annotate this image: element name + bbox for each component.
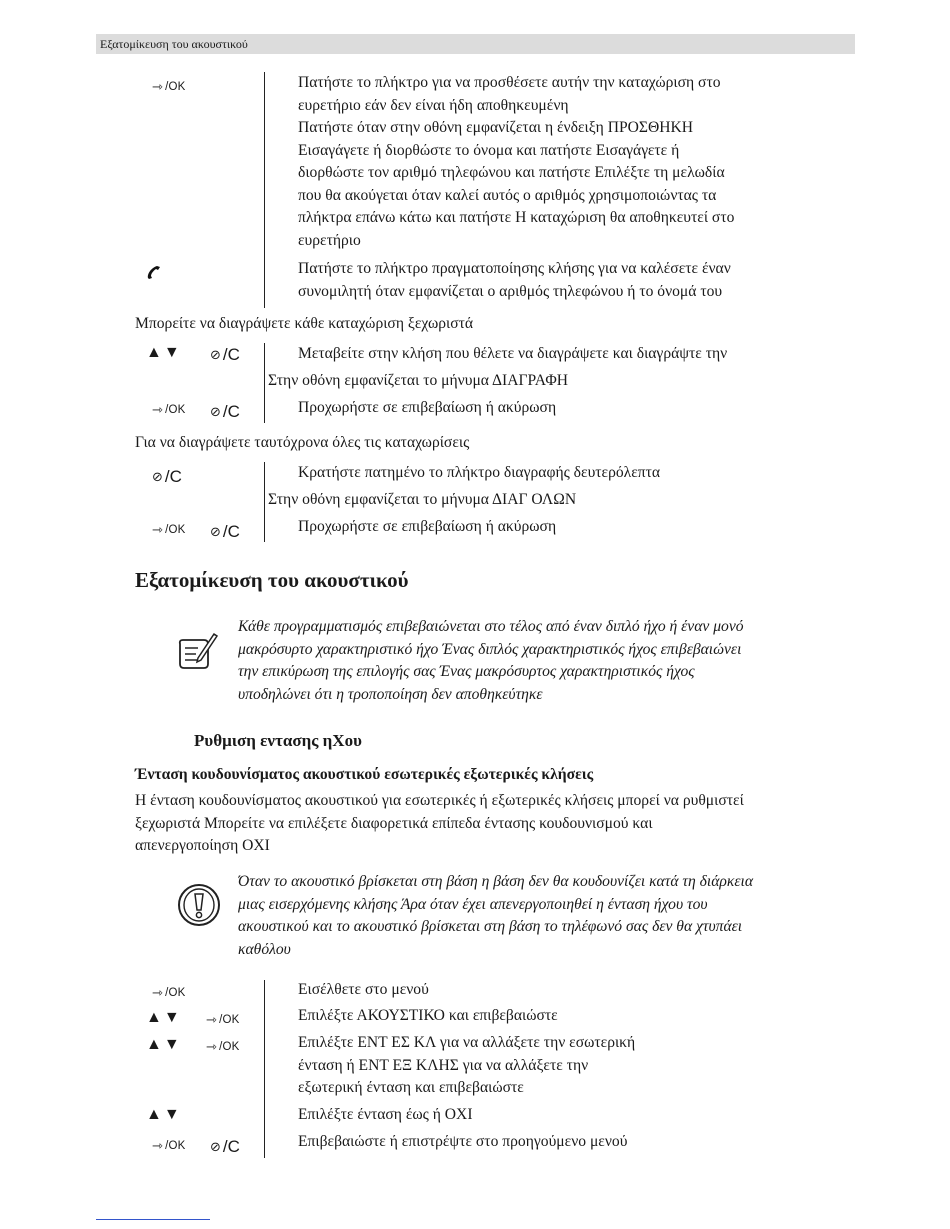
running-header: Εξατομίκευση του ακουστικού — [96, 34, 855, 54]
text-line: πλήκτρα επάνω κάτω και πατήστε Η καταχώριση θα αποθηκευτεί στο — [298, 209, 735, 226]
note-line: Κάθε προγραμματισμός επιβεβαιώνεται στο τέλος από έναν διπλό ήχο ή έναν μονό — [238, 618, 744, 635]
text-line: που θα ακούγεται όταν καλεί αυτός ο αριθμός χρησιμοποιώντας τα — [298, 186, 717, 204]
text-line: Προχωρήστε σε επιβεβαίωση ή ακύρωση — [298, 399, 557, 416]
text-line: Πατήστε όταν στην οθόνη εμφανίζεται η ένδειξη ΠΡΟΣΘΗΚΗ — [298, 119, 694, 136]
text-line: Εισαγάγετε ή διορθώστε το όνομα και πατήστε Εισαγάγετε ή — [298, 141, 680, 159]
body-line: Η ένταση κουδουνίσματος ακουστικού για εσωτερικές ή εξωτερικές κλήσεις μπορεί να ρυθμιστεί — [135, 792, 744, 809]
step-text: Επιλέξτε ΑΚΟΥΣΤΙΚΟ και επιβεβαιώστε — [298, 1007, 558, 1024]
step-text: Επιλέξτε ένταση έως ή ΟΧΙ — [298, 1106, 473, 1123]
ok-key-icon: ⇾ /OK — [152, 1138, 186, 1153]
note-line: μακρόσυρτο χαρακτηριστικό ήχο Ένας διπλός χαρακτηριστικός ήχος επιβεβαιώνει — [238, 640, 742, 658]
ok-key-icon: ⇾ /OK — [152, 522, 186, 537]
text-line: διορθώστε τον αριθμό τηλεφώνου και πατήστε Επιλέξτε τη μελωδία — [298, 164, 725, 181]
delete-circle-icon: ⊘ — [152, 469, 163, 484]
step-text: Εισέλθετε στο μενού — [298, 981, 429, 998]
enter-arrow-icon: ⇾ — [206, 1039, 218, 1054]
paragraph: Μπορείτε να διαγράψετε κάθε καταχώριση ξεχωριστά — [135, 315, 474, 332]
divider-line — [264, 343, 265, 423]
delete-circle-icon: ⊘ — [210, 404, 221, 419]
note-pencil-icon — [176, 630, 220, 679]
enter-arrow-icon: ⇾ — [152, 79, 164, 94]
section-title: Εξατομίκευση του ακουστικού — [135, 568, 409, 592]
delete-circle-icon: ⊘ — [210, 524, 221, 539]
paragraph: Για να διαγράψετε ταυτόχρονα όλες τις καταχωρίσεις — [135, 434, 470, 451]
divider-line — [264, 980, 265, 1158]
text-line: Στην οθόνη εμφανίζεται το μήνυμα ΔΙΑΓ ΟΛΩΝ — [268, 491, 577, 508]
step-text: ένταση ή ΕΝΤ ΕΞ ΚΛΗΣ για να αλλάξετε την — [298, 1056, 589, 1074]
up-down-arrows-icon: ▲▼ — [146, 1009, 182, 1026]
clear-key-icon: ⊘ /C — [210, 522, 240, 541]
note-line: ακουστικού και το ακουστικό βρίσκεται στη βάση το τηλέφωνό σας δεν θα χτυπάει — [238, 918, 743, 935]
ok-key-icon: ⇾ /OK — [152, 79, 186, 94]
body-line: απενεργοποίηση ΟΧΙ — [135, 837, 270, 854]
note-line: την επικύρωση της επιλογής σας Ένας μακρόσυρτος χαρακτηριστικός ήχος — [238, 663, 695, 680]
ok-key-icon: ⇾ /OK — [152, 985, 186, 1000]
text-line: ευρετήριο εάν δεν είναι ήδη αποθηκευμένη — [298, 96, 569, 114]
note-line: Όταν το ακουστικό βρίσκεται στη βάση η βάση δεν θα κουδουνίζει κατά τη διάρκεια — [238, 873, 754, 890]
up-down-arrows-icon: ▲▼ — [146, 1036, 182, 1053]
enter-arrow-icon: ⇾ — [152, 1138, 164, 1153]
enter-arrow-icon: ⇾ — [206, 1012, 218, 1027]
clear-key-icon: ⊘ /C — [152, 467, 182, 486]
text-line: Πατήστε το πλήκτρο για να προσθέσετε αυτήν την καταχώριση στο — [298, 74, 721, 91]
text-line: Στην οθόνη εμφανίζεται το μήνυμα ΔΙΑΓΡΑΦΗ — [268, 372, 569, 389]
note-line: υποδηλώνει ότι η τροποποίηση δεν αποθηκεύτηκε — [238, 685, 543, 703]
text-line: Κρατήστε πατημένο το πλήκτρο διαγραφής δευτερόλεπτα — [298, 464, 661, 481]
clear-key-icon: ⊘ /C — [210, 1137, 240, 1156]
warning-exclamation-icon — [176, 882, 222, 933]
up-down-arrows-icon: ▲▼ — [146, 344, 182, 361]
note-line: μιας εισερχόμενης κλήσης Άρα όταν έχει απενεργοποιηθεί η ένταση ήχου του — [238, 895, 708, 913]
text-line: Μεταβείτε στην κλήση που θέλετε να διαγράψετε και διαγράψτε την — [298, 345, 728, 362]
text-line: συνομιλητή όταν εμφανίζεται ο αριθμός τηλεφώνου ή το όνομά του — [298, 282, 723, 300]
delete-circle-icon: ⊘ — [210, 1139, 221, 1154]
step-text: Επιλέξτε ΕΝΤ ΕΣ ΚΛ για να αλλάξετε την εσωτερική — [298, 1034, 636, 1051]
divider-line — [264, 462, 265, 542]
body-line: ξεχωριστά Μπορείτε να επιλέξετε διαφορετικά επίπεδα έντασης κουδουνισμού και — [135, 814, 653, 832]
text-line: Πατήστε το πλήκτρο πραγματοποίησης κλήσης για να καλέσετε έναν — [298, 260, 731, 277]
phone-handset-icon — [145, 264, 163, 285]
ok-key-icon: ⇾ /OK — [152, 402, 186, 417]
clear-key-icon: ⊘ /C — [210, 345, 240, 364]
note-line: καθόλου — [238, 940, 291, 958]
footnote-rule — [96, 1219, 210, 1220]
enter-arrow-icon: ⇾ — [152, 402, 164, 417]
clear-key-icon: ⊘ /C — [210, 402, 240, 421]
text-line: Προχωρήστε σε επιβεβαίωση ή ακύρωση — [298, 518, 557, 535]
enter-arrow-icon: ⇾ — [152, 522, 164, 537]
up-down-arrows-icon: ▲▼ — [146, 1106, 182, 1123]
ok-key-icon: ⇾ /OK — [206, 1039, 240, 1054]
text-line: ευρετήριο — [298, 231, 361, 249]
delete-circle-icon: ⊘ — [210, 347, 221, 362]
ok-key-icon: ⇾ /OK — [206, 1012, 240, 1027]
enter-arrow-icon: ⇾ — [152, 985, 164, 1000]
divider-line — [264, 72, 265, 308]
step-text: Επιβεβαιώστε ή επιστρέψτε στο προηγούμενο μενού — [298, 1133, 628, 1150]
subsection-title: Ρυθμιση εντασης ηΧου — [194, 731, 362, 750]
subsubsection-title: Ένταση κουδουνίσματος ακουστικού εσωτερικές εξωτερικές κλήσεις — [135, 766, 594, 783]
step-text: εξωτερική ένταση και επιβεβαιώστε — [298, 1079, 524, 1096]
